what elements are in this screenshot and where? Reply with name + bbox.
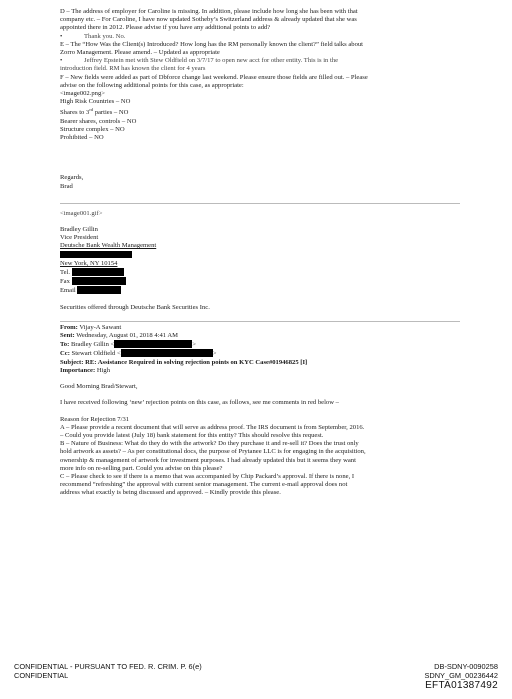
signature-title: Vice President <box>60 234 99 242</box>
signoff-name: Brad <box>60 182 73 190</box>
footer-confidential: CONFIDENTIAL <box>14 671 69 680</box>
bullet-icon: • <box>60 57 63 65</box>
to-value: Bradley Gillin < <box>70 341 115 349</box>
redaction <box>77 286 121 294</box>
redaction <box>72 268 124 276</box>
from-value: Vijay-A Sawant <box>79 323 122 331</box>
email-greeting: Good Morning Brad/Stewart, <box>60 383 138 391</box>
point-prohibited: Prohibited – NO <box>60 134 104 142</box>
email-importance <box>60 367 465 375</box>
footer-efta: EFTA01387492 <box>425 680 498 691</box>
point-shares: Shares to 3rd parties – NO <box>60 107 129 117</box>
point-c-line-3: address what exactly is being discussed and approved. – Kindly provide this please. <box>60 489 281 497</box>
importance-label: Importance: <box>60 366 96 374</box>
point-bearer: Bearer shares, controls – NO <box>60 117 137 125</box>
redaction <box>114 340 192 348</box>
redaction <box>121 349 213 357</box>
point-b-line-2: hold artwork as assets? – As per constitutional docs, the purpose of Prytanee LLC is for engaging in the acquisition, <box>60 448 366 456</box>
footer-bates-db: DB-SDNY-0090258 <box>434 662 498 671</box>
fax-label: Fax <box>60 278 70 286</box>
email-to <box>60 340 465 349</box>
cc-value: Stewart Oldfield < <box>71 350 121 358</box>
point-b-line-3: ownership & management of artwork for investment purposes. I had already updated this but it seems they want <box>60 456 356 464</box>
regards: Regards, <box>60 174 84 182</box>
point-a-line-1: A – Please provide a recent document that will serve as address proof. The IRS document is from September, 2016. <box>60 423 365 431</box>
tel-label: Tel. <box>60 269 70 277</box>
point-e-reply-text: Jeffrey Epstein met with Stew Oldfield on 3/7/17 to open new acct for other entity. This is in the <box>84 57 339 65</box>
cc-label: Cc: <box>60 350 70 358</box>
email-sent <box>60 332 465 340</box>
point-e-line-2: Zorro Management. Please amend. – Updated as appropriate <box>60 49 220 57</box>
footer-left <box>14 662 202 680</box>
point-c-line-2: recommend “refreshing” the approval with current senior management. The current e-mail approval does not <box>60 481 348 489</box>
importance-value: High <box>96 366 111 374</box>
redaction <box>60 251 465 260</box>
point-c-line-1: C – Please check to see if there is a memo that was accompanied by Chip Packard’s approval. If there is none, I <box>60 472 355 480</box>
cc-close-bracket: > <box>212 350 217 358</box>
signature-company: Deutsche Bank Wealth Management <box>60 242 157 250</box>
point-d-line-2: company etc. – For Caroline, I have now updated Sotheby’s Switzerland address & already updated that she was <box>60 16 357 24</box>
point-e-reply <box>60 57 465 65</box>
from-label: From: <box>60 323 78 331</box>
point-f-line-2: advise on the following additional points for this case, as appropriate: <box>60 81 244 89</box>
point-f-line-1: F – New fields were added as part of Dbforce change last weekend. Please ensure those fields are filled out. – Please <box>60 73 368 81</box>
bullet-icon: • <box>60 32 63 40</box>
to-label: To: <box>60 341 70 349</box>
point-d-line-3: appointed there in 2012. Please advise if you have any additional points to add? <box>60 24 271 32</box>
redaction <box>72 277 126 285</box>
email-intro: I have received following ‘new’ rejection points on this case, as follows, see me comments in red below – <box>60 399 339 407</box>
footer-bates-sdny: SDNY_GM_00236442 <box>424 671 498 680</box>
rejection-heading: Reason for Rejection 7/31 <box>60 415 130 423</box>
point-structure: Structure complex – NO <box>60 126 125 134</box>
subject-label: Subject: <box>60 358 84 366</box>
signature-city: New York, NY 10154 <box>60 259 118 267</box>
divider <box>60 321 460 322</box>
sent-label: Sent: <box>60 332 75 340</box>
point-d-line-1: D – The address of employer for Caroline is missing. In addition, please include how long she has been with that <box>60 8 358 15</box>
email-label: Email <box>60 287 76 295</box>
subject-value: RE: Assistance Required in solving rejection points on KYC Case#01946825 [I] <box>85 358 308 366</box>
securities-disclaimer: Securities offered through Deutsche Bank Securities Inc. <box>60 303 210 311</box>
footer-confidential-rule: CONFIDENTIAL - PURSUANT TO FED. R. CRIM. P. 6(e) <box>14 662 202 671</box>
sent-value: Wednesday, August 01, 2018 4:41 AM <box>76 332 178 340</box>
signature-email <box>60 286 465 295</box>
signature-name: Bradley Gillin <box>60 226 98 234</box>
signature-fax <box>60 277 465 286</box>
footer-right <box>424 662 498 691</box>
email-subject <box>60 359 465 367</box>
point-d-reply-text: Thank you. No. <box>84 32 126 40</box>
point-high-risk: High Risk Countries – NO <box>60 98 131 106</box>
document-body <box>60 8 465 498</box>
divider <box>60 203 460 204</box>
email-from <box>60 324 465 332</box>
signature-tel <box>60 268 465 277</box>
point-d-reply <box>60 33 465 41</box>
point-e-reply-line-2: introduction field. RM has known the client for 4 years <box>60 65 206 73</box>
image-placeholder: <image002.png> <box>60 90 105 98</box>
to-close-bracket: > <box>192 341 196 349</box>
point-b-line-4: more info on re-selling part. Could you advise on this please? <box>60 464 223 472</box>
signature-image-placeholder: <image001.gif> <box>60 209 103 217</box>
point-b-line-1: B – Nature of Business: What do they do with the artwork? Do they purchase it and re-sell it? Does the trust only <box>60 440 359 448</box>
point-e-line-1: E – The “How Was the Client(s) Introduced? How long has the RM personally known the client?” field talks about <box>60 40 364 48</box>
point-a-line-2: – Could you provide latest (July 18) bank statement for this entity? This should resolve this request. <box>60 431 324 439</box>
email-cc <box>60 349 465 358</box>
